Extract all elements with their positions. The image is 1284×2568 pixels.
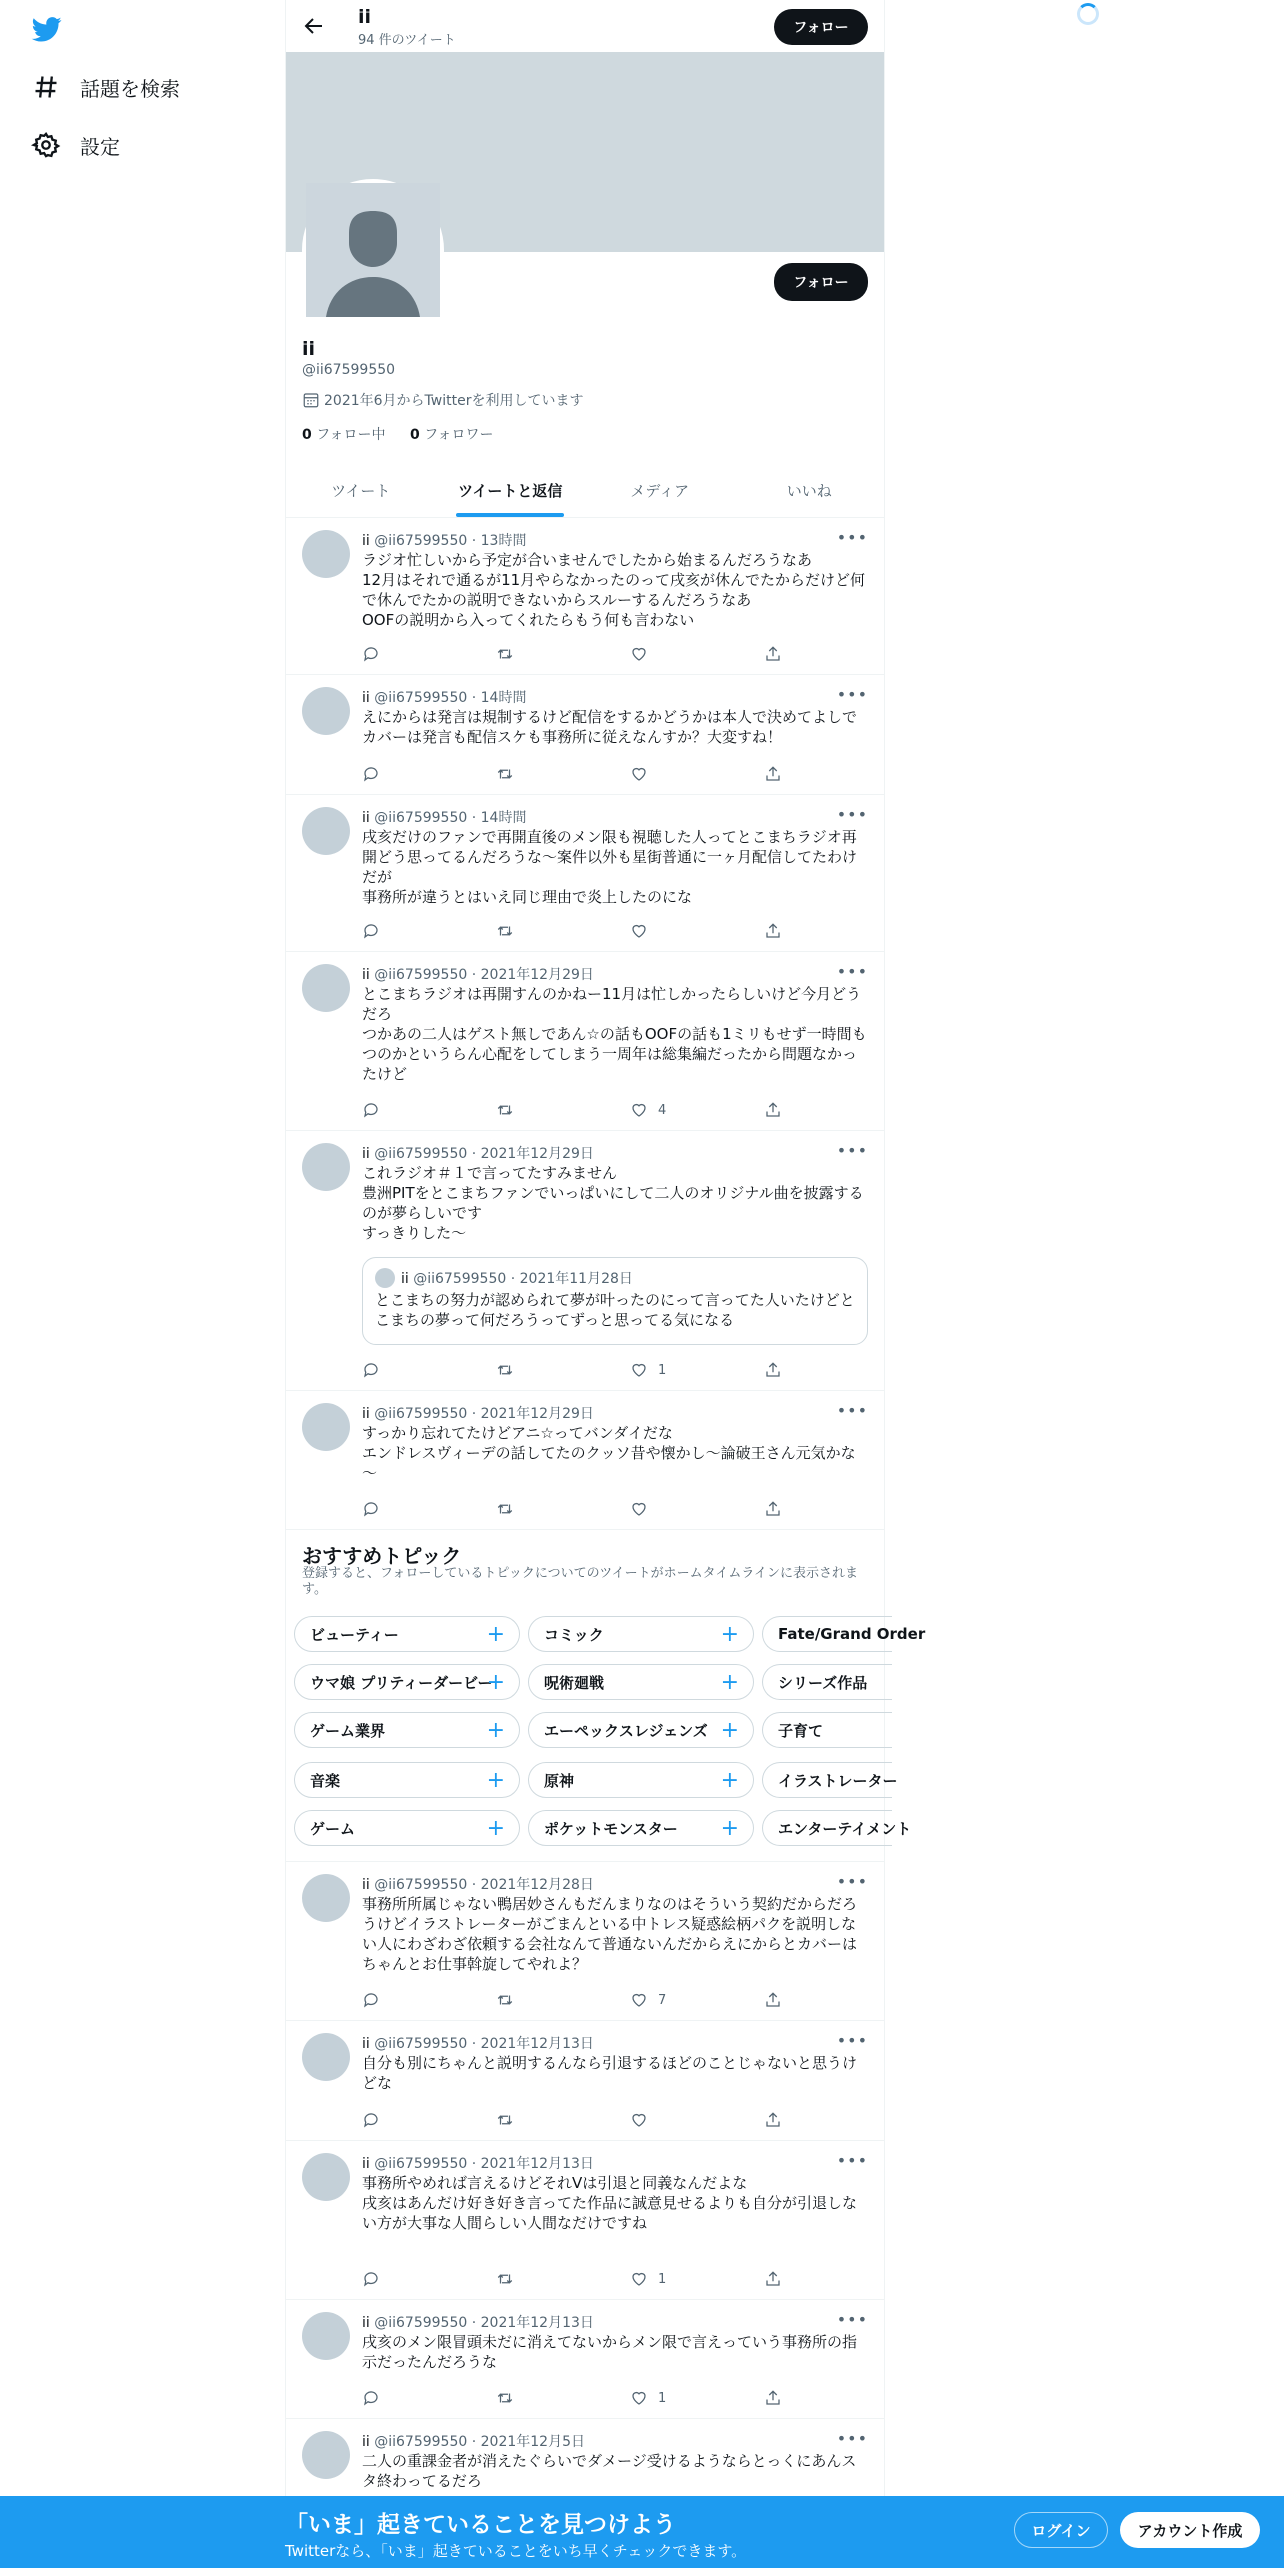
tweet-author-handle[interactable]: @ii67599550 xyxy=(374,1877,468,1893)
topic-chip[interactable] xyxy=(294,1616,520,1652)
reply-icon xyxy=(362,1101,380,1119)
tweet-separator: · xyxy=(467,1146,481,1162)
share-button[interactable] xyxy=(764,645,792,663)
tweet-avatar[interactable] xyxy=(302,1143,350,1191)
retweet-button[interactable] xyxy=(496,2270,524,2288)
share-icon xyxy=(764,1101,782,1119)
share-button[interactable] xyxy=(764,2270,792,2288)
tweet-author-name[interactable]: ii xyxy=(362,2156,370,2172)
like-count: 4 xyxy=(658,1102,667,1118)
topic-chip[interactable] xyxy=(528,1762,754,1798)
more-options-icon[interactable]: ••• xyxy=(836,2151,868,2170)
follow-topic-plus-icon[interactable]: + xyxy=(486,1622,505,1647)
tweet-time[interactable]: 2021年12月29日 xyxy=(480,1146,594,1162)
topic-chip-label: エンターテイメント xyxy=(778,1819,912,1838)
tweet-author-handle[interactable]: @ii67599550 xyxy=(374,2315,468,2331)
topic-chip-label: 音楽 xyxy=(310,1771,341,1790)
tweet-text: 戌亥だけのファンで再開直後のメン限も視聴した人ってとこまちラジオ再開どう思ってるんだろうな～案件以外も星街普通に一ヶ月配信してたわけだが 事務所が違うとはいえ同じ理由で炎上したのにな xyxy=(362,828,858,906)
reply-icon xyxy=(362,1991,380,2009)
profile-avatar[interactable] xyxy=(302,179,444,321)
tweet-separator: · xyxy=(467,2036,481,2052)
tweet-actions xyxy=(362,1361,822,1383)
retweet-icon xyxy=(496,645,514,663)
like-button[interactable] xyxy=(630,645,658,663)
tweet-text: 自分も別にちゃんと説明するんなら引退するほどのことじゃないと思うけどな xyxy=(362,2054,858,2092)
tweet-author-name[interactable]: ii xyxy=(362,1146,370,1162)
tweet-header xyxy=(362,687,526,707)
topic-chip[interactable] xyxy=(294,1664,520,1700)
tweet-separator: · xyxy=(467,2156,481,2172)
more-options-icon[interactable]: ••• xyxy=(836,962,868,981)
quoted-tweet[interactable] xyxy=(362,1257,868,1345)
topic-chip[interactable] xyxy=(762,1810,912,1846)
topic-chip-label: イラストレーター xyxy=(778,1771,898,1790)
retweet-button[interactable] xyxy=(496,645,524,663)
tweet-header xyxy=(362,807,526,827)
topic-chip-label: コミック xyxy=(544,1625,604,1644)
tweet-header xyxy=(362,530,526,550)
like-count: 7 xyxy=(658,1992,667,2008)
topic-chip-label: ゲーム業界 xyxy=(310,1721,386,1740)
tweet-avatar[interactable] xyxy=(302,2312,350,2360)
more-options-icon[interactable]: ••• xyxy=(836,805,868,824)
retweet-button[interactable] xyxy=(496,2389,524,2407)
tweet-separator: · xyxy=(467,2315,481,2331)
topic-chip-label: 子育て xyxy=(778,1721,824,1740)
more-options-icon[interactable]: ••• xyxy=(836,1401,868,1420)
tweet-time[interactable]: 14時間 xyxy=(480,690,527,706)
quoted-tweet-separator: · xyxy=(506,1271,520,1287)
share-button[interactable] xyxy=(764,1991,792,2009)
tweet-actions xyxy=(362,2389,822,2411)
reply-button[interactable] xyxy=(362,2389,390,2407)
follow-topic-plus-icon[interactable]: + xyxy=(720,1718,739,1743)
quoted-tweet-time: 2021年11月28日 xyxy=(519,1271,633,1287)
quoted-tweet-avatar xyxy=(375,1268,395,1288)
tweet-separator: · xyxy=(467,1877,481,1893)
topic-chip[interactable] xyxy=(528,1712,754,1748)
like-icon xyxy=(630,1500,648,1518)
tweet-text: ラジオ忙しいから予定が合いませんでしたから始まるんだろうなあ 12月はそれで通るが11月やらなかったのって戌亥が休んでたからだけど何で休んでたかの説明できないからスルーするんだろうなあ OOFの説明から入ってくれたらもう何も言わない xyxy=(362,551,866,629)
calendar-icon xyxy=(302,391,320,409)
topic-chip[interactable] xyxy=(294,1762,520,1798)
like-icon xyxy=(630,1991,648,2009)
left-nav xyxy=(0,0,285,2568)
more-options-icon[interactable]: ••• xyxy=(836,2310,868,2329)
quoted-tweet-header xyxy=(401,1268,633,1288)
tweet-header xyxy=(362,1143,594,1163)
like-button[interactable] xyxy=(630,1361,666,1379)
topic-chip[interactable] xyxy=(528,1810,754,1846)
topic-chip[interactable] xyxy=(528,1616,754,1652)
tweet[interactable] xyxy=(286,795,884,952)
tweet-text: えにからは発言は規制するけど配信をするかどうかは本人で決めてよしでカバーは発言も配信スケも事務所に従えなんすか？大変すね！ xyxy=(362,708,858,746)
tweet-author-name[interactable]: ii xyxy=(362,533,370,549)
share-icon xyxy=(764,2389,782,2407)
retweet-button[interactable] xyxy=(496,1361,524,1379)
tweet-text: とこまちラジオは再開すんのかねー11月は忙しかったらしいけど今月どうだろ つかあの二人はゲスト無しであん☆の話もOOFの話も1ミリもせず一時間もつのかというらん心配をしてしまう一周年は総集編だったから問題なかったけど xyxy=(362,985,867,1083)
like-icon xyxy=(630,645,648,663)
tweet[interactable] xyxy=(286,952,884,1131)
tweet-text: 二人の重課金者が消えたぐらいでダメージ受けるようならとっくにあんスタ終わってるだろ xyxy=(362,2452,857,2490)
tweet[interactable] xyxy=(286,2141,884,2300)
retweet-icon xyxy=(496,1500,514,1518)
share-icon xyxy=(764,1500,782,1518)
following-link[interactable] xyxy=(302,424,386,444)
tweet-author-handle[interactable]: @ii67599550 xyxy=(374,2156,468,2172)
tweet-text: これラジオ＃１で言ってたすみません 豊洲PITをとこまちファンでいっぱいにして二人のオリジナル曲を披露するのが夢らしいです すっきりした～ xyxy=(362,1164,864,1242)
share-icon xyxy=(764,922,782,940)
tweet-time[interactable]: 2021年12月13日 xyxy=(480,2156,594,2172)
retweet-button[interactable] xyxy=(496,1101,524,1119)
tweet-time[interactable]: 2021年12月29日 xyxy=(480,1406,594,1422)
tweet-actions xyxy=(362,765,822,787)
topic-chip-label: エーペックスレジェンズ xyxy=(544,1721,708,1740)
tweet-author-handle[interactable]: @ii67599550 xyxy=(374,967,468,983)
tweet-header xyxy=(362,2153,594,2173)
retweet-icon xyxy=(496,922,514,940)
tweet-header xyxy=(362,2312,594,2332)
like-icon xyxy=(630,1361,648,1379)
tab-likes[interactable]: いいね xyxy=(786,482,832,500)
reply-button[interactable] xyxy=(362,765,390,783)
followers-label: フォロワー xyxy=(424,427,494,443)
follow-topic-plus-icon[interactable]: + xyxy=(486,1718,505,1743)
profile-header-bar xyxy=(286,0,884,52)
nav-item-label: 設定 xyxy=(80,134,120,159)
like-icon xyxy=(630,1101,648,1119)
tweet-author-handle[interactable]: @ii67599550 xyxy=(374,810,468,826)
tweet-author-name[interactable]: ii xyxy=(362,1406,370,1422)
tweet-author-handle[interactable]: @ii67599550 xyxy=(374,2036,468,2052)
tab-tweets-and-replies[interactable]: ツイートと返信 xyxy=(436,464,586,517)
retweet-button[interactable] xyxy=(496,1500,524,1518)
signup-banner-subtitle: Twitterなら、「いま」起きていることをいち早くチェックできます。 xyxy=(285,2542,747,2560)
reply-icon xyxy=(362,2111,380,2129)
reply-icon xyxy=(362,2389,380,2407)
share-icon xyxy=(764,1991,782,2009)
topic-chip[interactable] xyxy=(762,1762,898,1798)
tweet-avatar[interactable] xyxy=(302,687,350,735)
share-button[interactable] xyxy=(764,1361,792,1379)
reply-icon xyxy=(362,765,380,783)
like-button[interactable] xyxy=(630,922,658,940)
topics-title: おすすめトピック xyxy=(302,1544,462,1568)
tweet-avatar[interactable] xyxy=(302,1874,350,1922)
nav-item-settings[interactable] xyxy=(32,125,120,165)
tweet-author-name[interactable]: ii xyxy=(362,967,370,983)
like-icon xyxy=(630,2111,648,2129)
topic-chip[interactable] xyxy=(528,1664,754,1700)
signup-banner-title: 「いま」起きていることを見つけよう xyxy=(285,2512,676,2538)
tweet-avatar[interactable] xyxy=(302,1403,350,1451)
followers-count: 0 xyxy=(410,427,420,443)
topics-subtitle: 登録すると、フォローしているトピックについてのツイートがホームタイムラインに表示されます。 xyxy=(302,1566,859,1597)
tweet-separator: · xyxy=(467,690,481,706)
tweet[interactable] xyxy=(286,1131,884,1391)
retweet-icon xyxy=(496,1101,514,1119)
header-tweet-count: 94 件のツイート xyxy=(358,33,456,48)
tweet-time[interactable]: 2021年12月13日 xyxy=(480,2315,594,2331)
tweet-actions xyxy=(362,922,822,944)
tweet-time[interactable]: 14時間 xyxy=(480,810,527,826)
tweet-actions xyxy=(362,2111,822,2133)
back-arrow-icon[interactable] xyxy=(302,14,326,38)
like-icon xyxy=(630,2270,648,2288)
following-count: 0 xyxy=(302,427,312,443)
share-button[interactable] xyxy=(764,1500,792,1518)
profile-follow-button[interactable]: フォロー xyxy=(774,263,868,301)
quoted-tweet-text: とこまちの努力が認められて夢が叶ったのにって言ってた人いたけどとこまちの夢って何だろうってずっと思ってる気になる xyxy=(375,1291,855,1329)
reply-button[interactable] xyxy=(362,1991,390,2009)
profile-name: ii xyxy=(302,338,316,360)
tweet-author-name[interactable]: ii xyxy=(362,2036,370,2052)
tweet[interactable] xyxy=(286,2021,884,2141)
like-button[interactable] xyxy=(630,2270,666,2288)
reply-button[interactable] xyxy=(362,645,390,663)
topic-chip[interactable] xyxy=(762,1664,892,1700)
reply-button[interactable] xyxy=(362,1361,390,1379)
topic-chip[interactable] xyxy=(762,1616,926,1652)
tweet-separator: · xyxy=(467,1406,481,1422)
tweet-time[interactable]: 2021年12月29日 xyxy=(480,967,594,983)
share-button[interactable] xyxy=(764,765,792,783)
reply-button[interactable] xyxy=(362,1101,390,1119)
topic-chip-label: ポケットモンスター xyxy=(544,1819,678,1838)
tweet-text: 事務所所属じゃない鴨居妙さんもだんまりなのはそういう契約だからだろうけどイラストレーターがごまんといる中トレス疑惑絵柄パクを説明しない人にわざわざ依頼する会社なんて普通ないんだからえにからとカバーはちゃんとお仕事斡旋してやれよ？ xyxy=(362,1895,858,1973)
like-count: 1 xyxy=(658,2390,667,2406)
tweet-avatar[interactable] xyxy=(302,2431,350,2479)
follow-topic-plus-icon[interactable]: + xyxy=(720,1670,739,1695)
topic-chip-label: 呪術廻戦 xyxy=(544,1673,605,1692)
tweet-author-handle[interactable]: @ii67599550 xyxy=(374,2434,468,2450)
signup-banner xyxy=(0,2496,1284,2568)
loading-spinner-icon xyxy=(1077,3,1099,25)
tweet-author-handle[interactable]: @ii67599550 xyxy=(374,690,468,706)
tweet[interactable] xyxy=(286,518,884,675)
reply-icon xyxy=(362,922,380,940)
retweet-button[interactable] xyxy=(496,2111,524,2129)
reply-button[interactable] xyxy=(362,1500,390,1518)
retweet-button[interactable] xyxy=(496,765,524,783)
tweet[interactable] xyxy=(286,675,884,795)
share-button[interactable] xyxy=(764,2111,792,2129)
follow-topic-plus-icon[interactable]: + xyxy=(486,1768,505,1793)
like-count: 1 xyxy=(658,1362,667,1378)
retweet-icon xyxy=(496,2111,514,2129)
reply-button[interactable] xyxy=(362,2111,390,2129)
tweet-header xyxy=(362,2431,585,2451)
profile-tabs xyxy=(286,464,884,518)
followers-link[interactable] xyxy=(410,424,494,444)
like-count: 1 xyxy=(658,2271,667,2287)
profile-joined-text: 2021年6月からTwitterを利用しています xyxy=(324,393,584,409)
tweet-time[interactable]: 13時間 xyxy=(480,533,527,549)
follow-topic-plus-icon[interactable]: + xyxy=(720,1816,739,1841)
topic-chip-label: Fate/Grand Order xyxy=(778,1625,926,1643)
recommended-topics xyxy=(286,1530,926,1862)
like-button[interactable] xyxy=(630,2111,658,2129)
follow-topic-plus-icon[interactable]: + xyxy=(720,1622,739,1647)
following-label: フォロー中 xyxy=(316,427,386,443)
topic-chip[interactable] xyxy=(294,1810,520,1846)
like-button[interactable] xyxy=(630,1101,666,1119)
retweet-button[interactable] xyxy=(496,1991,524,2009)
profile-column xyxy=(285,0,926,2568)
tweet-separator: · xyxy=(467,810,481,826)
tweet-separator: · xyxy=(467,967,481,983)
retweet-button[interactable] xyxy=(496,922,524,940)
like-icon xyxy=(630,765,648,783)
tweet-author-name[interactable]: ii xyxy=(362,2434,370,2450)
nav-item-explore[interactable] xyxy=(32,67,180,107)
default-avatar-icon xyxy=(306,183,440,317)
share-icon xyxy=(764,2111,782,2129)
topic-chip[interactable] xyxy=(294,1712,520,1748)
retweet-icon xyxy=(496,765,514,783)
tweet[interactable] xyxy=(286,1391,884,1530)
profile-joined xyxy=(302,390,583,410)
tweet-header xyxy=(362,1874,594,1894)
more-options-icon[interactable]: ••• xyxy=(836,528,868,547)
share-icon xyxy=(764,765,782,783)
reply-button[interactable] xyxy=(362,922,390,940)
tweet-avatar[interactable] xyxy=(302,807,350,855)
reply-icon xyxy=(362,1500,380,1518)
more-options-icon[interactable]: ••• xyxy=(836,2031,868,2050)
tweet-avatar[interactable] xyxy=(302,530,350,578)
topic-chip-label: ゲーム xyxy=(310,1819,356,1838)
share-icon xyxy=(764,645,782,663)
tweet-time[interactable]: 2021年12月13日 xyxy=(480,2036,594,2052)
like-icon xyxy=(630,922,648,940)
tweet-actions xyxy=(362,2270,822,2292)
tweet-author-name[interactable]: ii xyxy=(362,2315,370,2331)
reply-button[interactable] xyxy=(362,2270,390,2288)
tweet-actions xyxy=(362,645,822,667)
tweet-text: 戌亥のメン限冒頭未だに消えてないからメン限で言えっていう事務所の指示だったんだろうな xyxy=(362,2333,858,2371)
tweet-actions xyxy=(362,1500,822,1522)
more-options-icon[interactable]: ••• xyxy=(836,1872,868,1891)
tweet-author-name[interactable]: ii xyxy=(362,810,370,826)
tweet-author-name[interactable]: ii xyxy=(362,690,370,706)
retweet-icon xyxy=(496,1991,514,2009)
tweet-actions xyxy=(362,1991,822,2013)
tab-tweets[interactable]: ツイート xyxy=(331,482,391,500)
retweet-icon xyxy=(496,2270,514,2288)
login-button[interactable]: ログイン xyxy=(1014,2512,1108,2548)
retweet-icon xyxy=(496,1361,514,1379)
tweet-time[interactable]: 2021年12月5日 xyxy=(480,2434,585,2450)
tweet-author-name[interactable]: ii xyxy=(362,1877,370,1893)
retweet-icon xyxy=(496,2389,514,2407)
tweet[interactable] xyxy=(286,1862,884,2021)
tweet-avatar[interactable] xyxy=(302,2153,350,2201)
tweet-actions xyxy=(362,1101,822,1123)
tweet-author-handle[interactable]: @ii67599550 xyxy=(374,533,468,549)
topic-chip-label: ビューティー xyxy=(310,1625,399,1644)
share-icon xyxy=(764,1361,782,1379)
tweet-avatar[interactable] xyxy=(302,2033,350,2081)
topic-chip-label: ウマ娘 プリティーダービー xyxy=(310,1673,493,1692)
like-button[interactable] xyxy=(630,1500,658,1518)
tweet-author-handle[interactable]: @ii67599550 xyxy=(374,1406,468,1422)
tweet-author-handle[interactable]: @ii67599550 xyxy=(374,1146,468,1162)
twitter-logo-icon[interactable] xyxy=(30,14,64,44)
header-name: ii xyxy=(358,6,372,28)
like-button[interactable] xyxy=(630,1991,666,2009)
topic-chip[interactable] xyxy=(762,1712,892,1748)
topic-chip-label: シリーズ作品 xyxy=(778,1673,868,1692)
reply-icon xyxy=(362,645,380,663)
tweet-avatar[interactable] xyxy=(302,964,350,1012)
follow-topic-plus-icon[interactable]: + xyxy=(486,1670,505,1695)
like-button[interactable] xyxy=(630,2389,666,2407)
profile-handle: @ii67599550 xyxy=(302,362,396,378)
share-icon xyxy=(764,2270,782,2288)
topic-chip-label: 原神 xyxy=(544,1771,575,1790)
nav-item-label: 話題を検索 xyxy=(80,76,180,101)
quoted-tweet-author-name: ii xyxy=(401,1271,409,1287)
share-button[interactable] xyxy=(764,2389,792,2407)
follow-topic-plus-icon[interactable]: + xyxy=(720,1768,739,1793)
tweet-header xyxy=(362,964,594,984)
hashtag-icon xyxy=(32,73,60,101)
tweet-text: すっかり忘れてたけどアニ☆ってバンダイだな エンドレスヴィーデの話してたのクッソ昔や懐かし～論破王さん元気かな～ xyxy=(362,1424,856,1482)
follow-topic-plus-icon[interactable]: + xyxy=(486,1816,505,1841)
tweet-header xyxy=(362,2033,594,2053)
share-button[interactable] xyxy=(764,1101,792,1119)
more-options-icon[interactable]: ••• xyxy=(836,1141,868,1160)
more-options-icon[interactable]: ••• xyxy=(836,2429,868,2448)
tweet-separator: · xyxy=(467,533,481,549)
like-button[interactable] xyxy=(630,765,658,783)
tweet-header xyxy=(362,1403,594,1423)
reply-icon xyxy=(362,2270,380,2288)
gear-icon xyxy=(32,131,60,159)
header-follow-button[interactable]: フォロー xyxy=(774,9,868,45)
tweet-separator: · xyxy=(467,2434,481,2450)
share-button[interactable] xyxy=(764,922,792,940)
reply-icon xyxy=(362,1361,380,1379)
like-icon xyxy=(630,2389,648,2407)
tweet[interactable] xyxy=(286,2300,884,2419)
signup-button[interactable]: アカウント作成 xyxy=(1120,2512,1260,2548)
tweet-time[interactable]: 2021年12月28日 xyxy=(480,1877,594,1893)
tweet-text: 事務所やめれば言えるけどそれVは引退と同義なんだよな 戌亥はあんだけ好き好き言ってた作品に誠意見せるよりも自分が引退しない方が大事な人間らしい人間なだけですね xyxy=(362,2174,858,2232)
tab-media[interactable]: メディア xyxy=(630,482,690,500)
more-options-icon[interactable]: ••• xyxy=(836,685,868,704)
quoted-tweet-author-handle: @ii67599550 xyxy=(413,1271,507,1287)
